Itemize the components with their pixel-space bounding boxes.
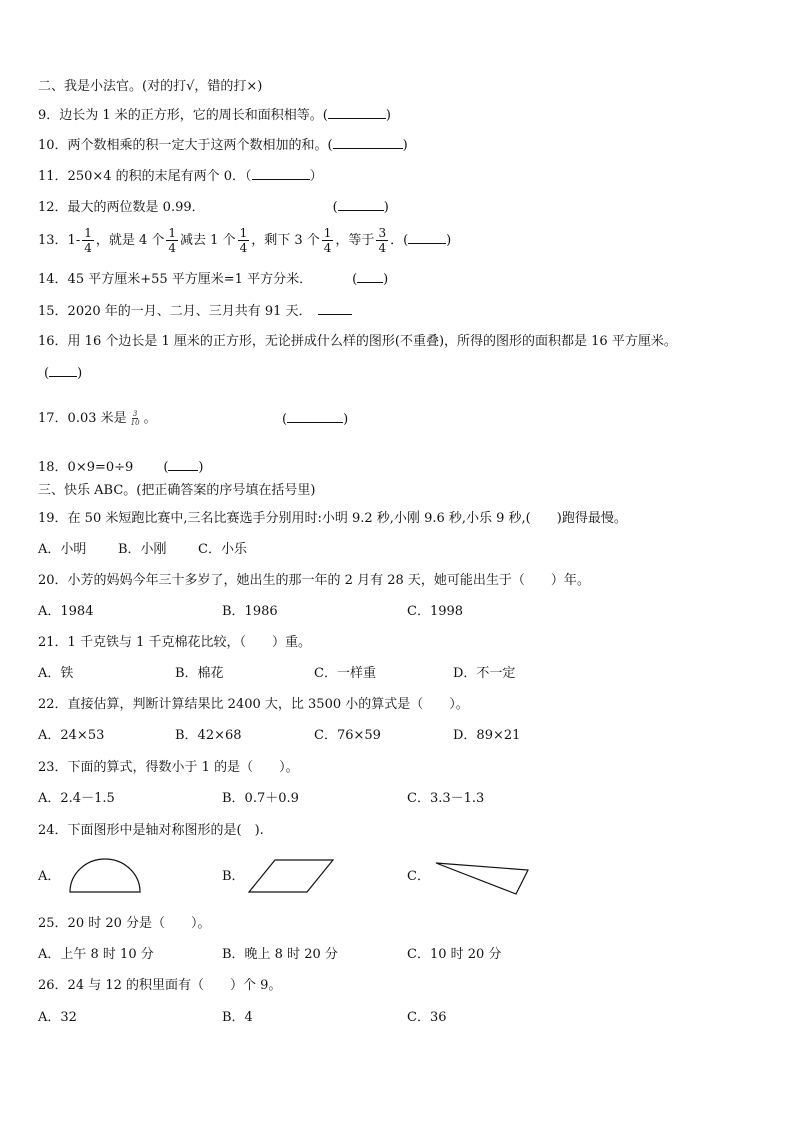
option-a[interactable]: A．24×53 [38,728,105,743]
question-10: 10．两个数相乘的积一定大于这两个数相加的和。( ) [38,138,408,153]
option-c[interactable]: C．小乐 [198,542,247,557]
answer-blank[interactable] [328,106,386,119]
question-19-stem: 19．在 50 米短跑比赛中,三名比赛选手分别用时:小明 9.2 秒,小刚 9.6 秒,小乐 9 秒,( )跑得最慢。 [38,511,627,526]
question-16-text: 16．用 16 个边长是 1 厘米的正方形，无论拼成什么样的图形(不重叠)，所得的图形的面积都是 16 平方厘米。 [38,334,677,349]
option-c[interactable]: C．36 [407,1010,447,1025]
option-b[interactable]: B．0.7＋0.9 [222,791,299,806]
fraction: $\frac{3}{4}$ [378,226,387,255]
fraction: $\frac{1}{4}$ [323,226,332,255]
question-23-stem: 23．下面的算式，得数小于 1 的是（ ）。 [38,760,299,775]
option-b[interactable]: B．棉花 [175,666,224,681]
question-10-text: 10．两个数相乘的积一定大于这两个数相加的和。( [38,138,333,153]
question-12-text: 12．最大的两位数是 0.99． [38,200,205,215]
option-a[interactable]: A．铁 [38,666,74,681]
triangle-figure[interactable] [434,860,534,896]
option-b[interactable]: B．晚上 8 时 20 分 [222,947,338,962]
parallelogram-figure[interactable] [247,858,335,894]
option-d[interactable]: D．不一定 [453,666,516,681]
answer-blank[interactable] [408,231,446,244]
option-c[interactable]: C．1998 [407,604,464,619]
semicircle-figure[interactable] [68,858,142,894]
answer-blank[interactable] [252,167,310,180]
question-26-stem: 26．24 与 12 的积里面有（ ）个 9。 [38,978,282,993]
option-b[interactable]: B．4 [222,1010,253,1025]
section-2-title: 二、我是小法官。(对的打√，错的打×) [38,79,263,94]
option-c[interactable]: C．一样重 [314,666,376,681]
question-14-text: 14．45 平方厘米+55 平方厘米=1 平方分米． [38,272,313,287]
question-11-text: 11．250×4 的积的末尾有两个 0．（ [38,169,252,184]
question-16 [38,333,677,351]
question-16-answer: ( ) [44,366,83,381]
answer-blank[interactable] [318,302,352,315]
option-c[interactable]: C．76×59 [314,728,381,743]
option-a[interactable]: A．上午 8 时 10 分 [38,947,154,962]
answer-blank[interactable] [338,198,384,211]
option-c[interactable]: C．3.3－1.3 [407,791,485,806]
fraction: $\frac{1}{4}$ [168,226,177,255]
option-b[interactable]: B． [222,869,245,884]
option-a[interactable]: A．32 [38,1010,77,1025]
question-18: 18．0×9=0÷9 ( ) [38,460,204,475]
question-21-stem: 21．1 千克铁与 1 千克棉花比较，（ ）重。 [38,635,311,650]
answer-blank[interactable] [49,364,77,377]
fraction: $\frac{1}{4}$ [239,226,248,255]
option-a[interactable]: A．1984 [38,604,94,619]
question-17: 17．0.03 米是 $\frac{3}{10}$ 。 [38,410,157,427]
question-9: 9．边长为 1 米的正方形，它的周长和面积相等。( ) [38,108,391,123]
section-3-title: 三、快乐 ABC。(把正确答案的序号填在括号里) [38,483,316,498]
answer-blank[interactable] [357,270,383,283]
answer-blank[interactable] [333,136,403,149]
question-15-text: 15．2020 年的一月、二月、三月共有 91 天． [38,304,312,319]
answer-blank[interactable] [168,458,198,471]
option-b[interactable]: B．1986 [222,604,278,619]
fraction: $\frac{3}{10}$ [130,410,140,427]
question-24-stem: 24．下面图形中是轴对称图形的是( ). [38,823,264,838]
option-b[interactable]: B．42×68 [175,728,242,743]
question-9-text: 9．边长为 1 米的正方形，它的周长和面积相等。( [38,108,328,123]
answer-blank[interactable] [287,410,343,423]
fraction: $\frac{1}{4}$ [84,226,92,255]
option-a[interactable]: A． [38,869,61,884]
option-b[interactable]: B．小刚 [118,542,167,557]
question-14: 14．45 平方厘米+55 平方厘米=1 平方分米． ( ) [38,272,389,287]
question-11: 11．250×4 的积的末尾有两个 0．（ ） [38,169,323,184]
question-13: 13．1- $\frac{1}{4}$ ，就是 4 个 $\frac{1}{4}$ 减去 1 个 $\frac{1}{4}$ ，剩下 3 个 $\frac{1}{4}$ ，等于 $\frac{3}{4}$ ．( ) [38,226,452,255]
option-a[interactable]: A．2.4－1.5 [38,791,115,806]
question-22-stem: 22．直接估算，判断计算结果比 2400 大，比 3500 小的算式是（ ）。 [38,697,469,712]
question-18-text: 18．0×9=0÷9 [38,460,134,475]
option-c[interactable]: C．10 时 20 分 [407,947,502,962]
question-20-stem: 20．小芳的妈妈今年三十多岁了，她出生的那一年的 2 月有 28 天，她可能出生于（ ）年。 [38,573,590,588]
option-d[interactable]: D．89×21 [453,728,521,743]
option-c[interactable]: C． [407,869,430,884]
question-25-stem: 25．20 时 20 分是（ ）。 [38,916,211,931]
question-17-answer: ( ) [282,412,349,427]
question-15 [38,302,352,321]
option-a[interactable]: A．小明 [38,542,87,557]
question-12: 12．最大的两位数是 0.99． ( ) [38,200,389,215]
